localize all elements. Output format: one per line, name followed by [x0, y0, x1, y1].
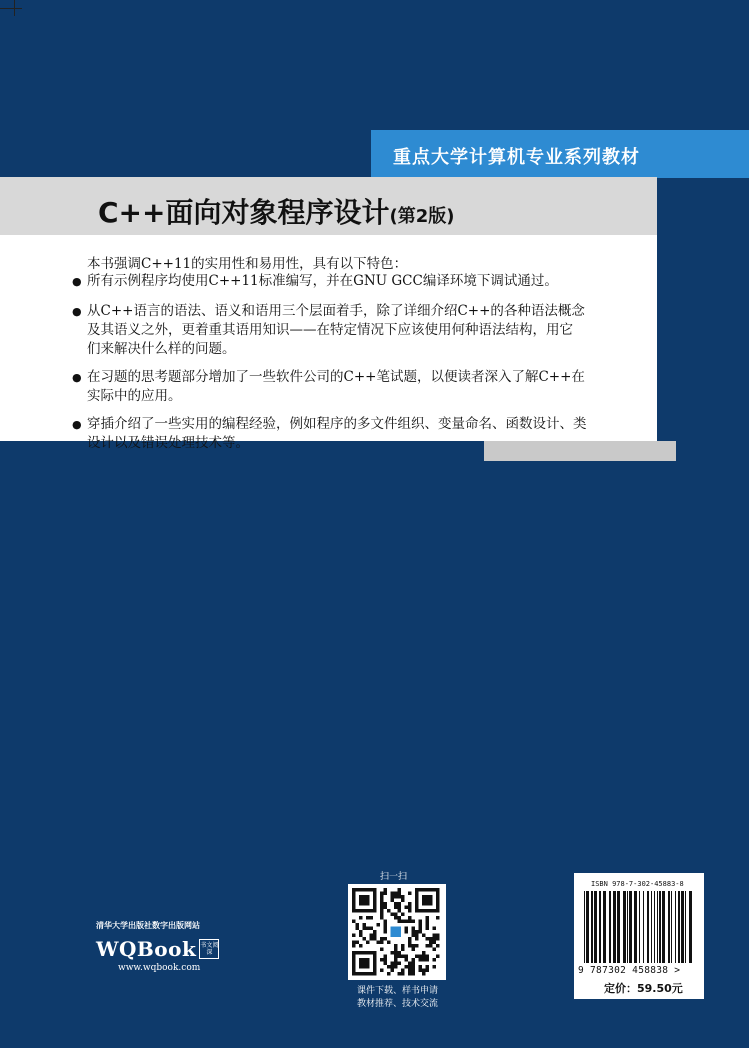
price-label: 定价：59.50元 — [604, 982, 683, 995]
book-title-main: C++面向对象程序设计 — [98, 196, 390, 229]
bullet-icon: ● — [72, 305, 82, 318]
feature-text: 从C++语言的语法、语义和语用三个层面着手，除了详细介绍C++的各种语法概念 及其语义之外，更着重其语用知识——在特定情况下应该使用何种语法结构，用它 们来解决什么样的问题。 — [87, 303, 585, 357]
book-edition: (第2版) — [389, 206, 455, 227]
feature-item — [72, 368, 637, 406]
publisher-logo — [96, 920, 226, 973]
feature-list — [72, 272, 637, 453]
barcode-digits: 9 787302 458838 > — [578, 965, 681, 976]
logo-row — [96, 937, 226, 961]
feature-item — [72, 415, 637, 453]
logo-badge-icon: 书文阅深 — [199, 939, 219, 959]
feature-item — [72, 302, 637, 359]
publisher-name: 清华大学出版社数字出版网站 — [96, 921, 200, 930]
bullet-icon: ● — [72, 371, 82, 384]
qr-caption-line: 教材推荐、技术交流 — [356, 999, 438, 1009]
qr-caption-line: 课件下载、样书申请 — [356, 986, 438, 996]
feature-text: 在习题的思考题部分增加了一些软件公司的C++笔试题，以便读者深入了解C++在 实际中的应用。 — [87, 369, 585, 404]
crop-mark — [0, 8, 22, 9]
feature-text: 穿插介绍了一些实用的编程经验，例如程序的多文件组织、变量命名、函数设计、类 设计以及错误处理技术等。 — [87, 416, 587, 451]
crop-mark — [14, 0, 15, 16]
isbn-barcode — [574, 873, 704, 999]
qr-caption — [350, 985, 445, 1011]
feature-item — [72, 272, 637, 291]
bullet-icon: ● — [72, 275, 82, 288]
series-title: 重点大学计算机专业系列教材 — [393, 147, 640, 168]
qr-label: 扫一扫 — [380, 872, 408, 882]
logo-wordmark: WQBook — [96, 937, 197, 961]
qr-code-icon — [352, 888, 442, 976]
intro-text: 本书强调C++11的实用性和易用性，具有以下特色： — [87, 256, 408, 272]
isbn-number: ISBN 978-7-302-45883-8 — [591, 880, 684, 888]
feature-text: 所有示例程序均使用C++11标准编写，并在GNU GCC编译环境下调试通过。 — [87, 273, 558, 289]
qr-code — [348, 884, 446, 980]
publisher-url: www.wqbook.com — [118, 963, 201, 973]
bullet-icon: ● — [72, 418, 82, 431]
barcode-icon — [584, 891, 696, 965]
book-title — [98, 191, 454, 231]
